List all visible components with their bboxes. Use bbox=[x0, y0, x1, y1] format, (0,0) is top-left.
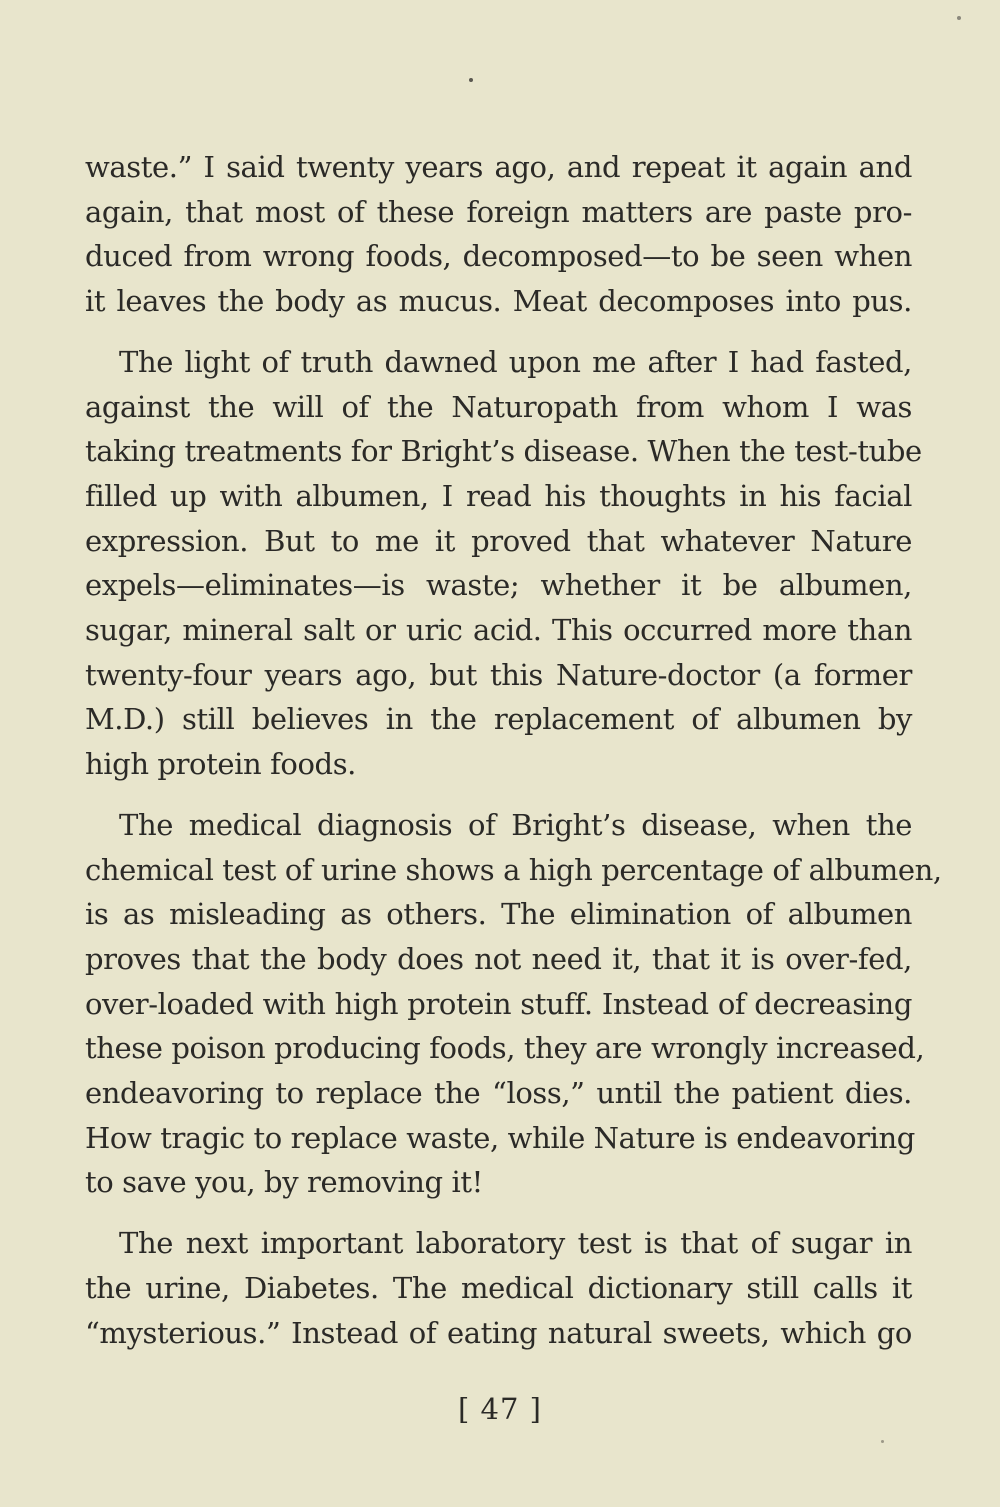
text-line: twenty-four years ago, but this Nature-doctor (a former bbox=[85, 657, 912, 692]
text-line: The medical diagnosis of Bright’s disease, when the bbox=[119, 807, 912, 842]
text-line: filled up with albumen, I read his thoughts in his facial bbox=[85, 478, 912, 513]
text-line: duced from wrong foods, decomposed—to be seen when bbox=[85, 239, 912, 274]
text-line: The light of truth dawned upon me after I had fasted, bbox=[119, 344, 912, 379]
text-line: over-loaded with high protein stuff. Instead of decreasing bbox=[85, 986, 912, 1021]
text-line: The next important laboratory test is that of sugar in bbox=[119, 1226, 912, 1261]
text-line: proves that the body does not need it, that it is over-fed, bbox=[85, 941, 912, 976]
text-line: How tragic to replace waste, while Nature is endeavoring bbox=[85, 1120, 915, 1155]
body-text bbox=[85, 145, 942, 1371]
paragraph bbox=[85, 1221, 912, 1355]
text-line: these poison producing foods, they are wrongly increased, bbox=[85, 1031, 925, 1066]
text-line: M.D.) still believes in the replacement of albumen by bbox=[85, 702, 912, 737]
text-line: high protein foods. bbox=[85, 747, 357, 782]
text-line: taking treatments for Bright’s disease. When the test-tube bbox=[85, 434, 922, 469]
page-speck bbox=[881, 1440, 884, 1443]
text-line: it leaves the body as mucus. Meat decomposes into pus. bbox=[85, 284, 912, 319]
paragraph bbox=[85, 803, 942, 1205]
text-line: expression. But to me it proved that whatever Nature bbox=[85, 523, 912, 558]
text-line: again, that most of these foreign matters are paste pro- bbox=[85, 194, 912, 229]
text-line: expels—eliminates—is waste; whether it be albumen, bbox=[85, 568, 912, 603]
text-line: is as misleading as others. The elimination of albumen bbox=[85, 897, 912, 932]
page-speck bbox=[469, 78, 473, 82]
text-line: to save you, by removing it! bbox=[85, 1165, 483, 1200]
paragraph bbox=[85, 145, 912, 324]
text-line: against the will of the Naturopath from whom I was bbox=[85, 389, 912, 424]
page-number: [ 47 ] bbox=[458, 1392, 542, 1426]
page-speck bbox=[957, 16, 961, 20]
text-line: chemical test of urine shows a high percentage of albumen, bbox=[85, 852, 942, 887]
text-line: waste.” I said twenty years ago, and repeat it again and bbox=[85, 150, 912, 184]
text-line: endeavoring to replace the “loss,” until the patient dies. bbox=[85, 1076, 912, 1111]
text-line: the urine, Diabetes. The medical dictionary still calls it bbox=[85, 1270, 912, 1305]
text-line: sugar, mineral salt or uric acid. This occurred more than bbox=[85, 613, 912, 648]
paragraph bbox=[85, 340, 922, 787]
text-line: “mysterious.” Instead of eating natural sweets, which go bbox=[85, 1315, 912, 1350]
